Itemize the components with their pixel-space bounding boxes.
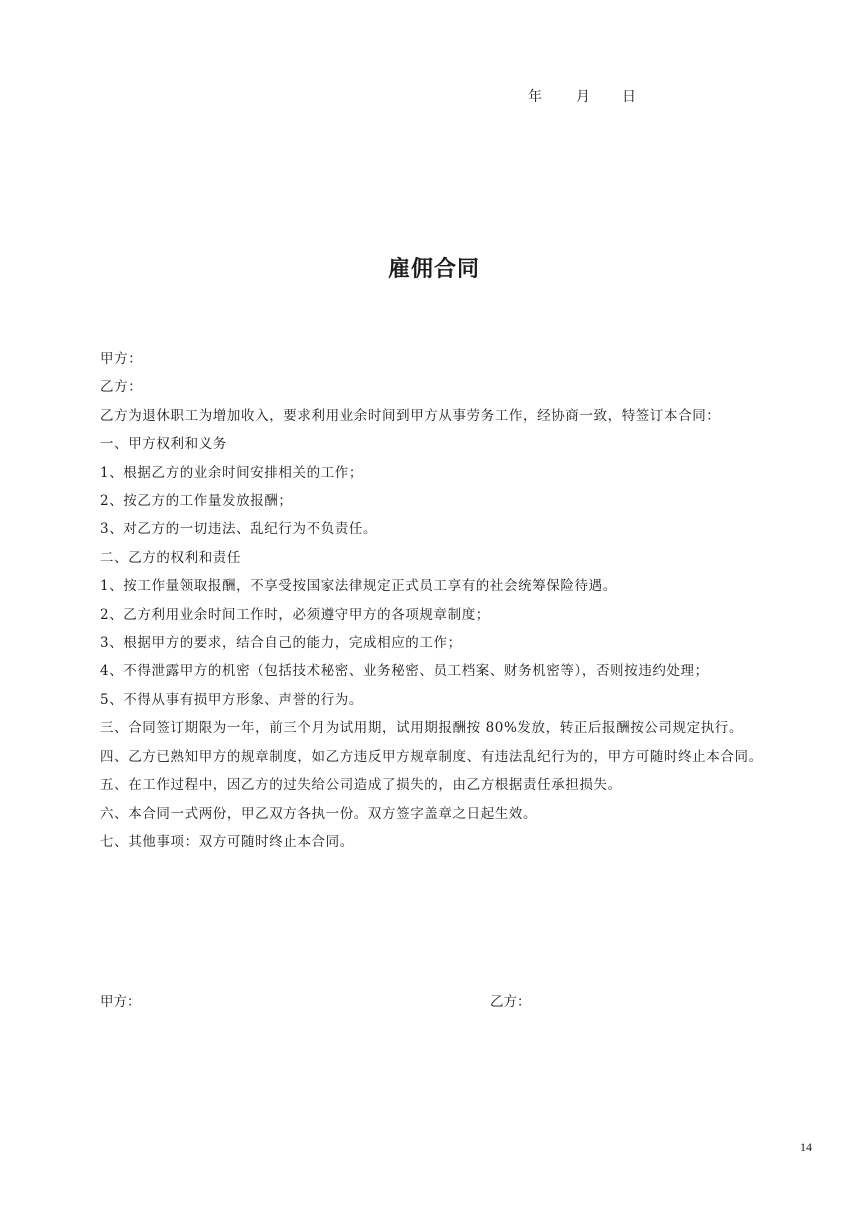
signature-party-a: 甲方：: [100, 994, 141, 1010]
date-month-label: 月: [576, 89, 590, 105]
section-heading: 一、甲方权利和义务: [100, 436, 227, 453]
section-clause: 六、本合同一式两份，甲乙双方各执一份。双方签字盖章之日起生效。: [100, 805, 538, 822]
clause-item: 3、根据甲方的要求，结合自己的能力，完成相应的工作；: [100, 635, 462, 652]
preamble: 乙方为退休职工为增加收入，要求利用业余时间到甲方从事劳务工作，经协商一致，特签订本合同：: [100, 407, 721, 424]
clause-item: 5、不得从事有损甲方形象、声誉的行为。: [100, 691, 363, 708]
contract-body: [100, 345, 830, 856]
section-clause: 四、乙方已熟知甲方的规章制度，如乙方违反甲方规章制度、有违法乱纪行为的，甲方可随时终止本合同。: [100, 748, 763, 765]
section-clause: 五、在工作过程中，因乙方的过失给公司造成了损失的，由乙方根据责任承担损失。: [100, 777, 622, 794]
section-clause: 七、其他事项：双方可随时终止本合同。: [100, 833, 354, 850]
date-day-label: 日: [622, 89, 636, 105]
clause-item: 2、乙方利用业余时间工作时，必须遵守甲方的各项规章制度；: [100, 606, 490, 623]
clause-item: 2、按乙方的工作量发放报酬；: [100, 493, 293, 510]
clause-item: 4、不得泄露甲方的机密（包括技术秘密、业务秘密、员工档案、财务机密等），否则按违约处理；: [100, 663, 709, 680]
page-number: 14: [800, 1140, 812, 1154]
date-year-label: 年: [528, 89, 542, 105]
signature-party-b: 乙方：: [490, 994, 531, 1010]
clause-item: 1、按工作量领取报酬，不享受按国家法律规定正式员工享有的社会统筹保险待遇。: [100, 578, 617, 595]
party-a-line: 甲方：: [100, 351, 143, 367]
clause-item: 1、根据乙方的业余时间安排相关的工作；: [100, 464, 363, 481]
party-b-line: 乙方：: [100, 379, 143, 396]
section-clause: 三、合同签订期限为一年，前三个月为试用期，试用期报酬按 80%发放，转正后报酬按公司规定执行。: [100, 720, 743, 737]
contract-title: 雇佣合同: [387, 257, 480, 282]
section-heading: 二、乙方的权利和责任: [100, 549, 241, 566]
clause-item: 3、对乙方的一切违法、乱纪行为不负责任。: [100, 521, 378, 538]
